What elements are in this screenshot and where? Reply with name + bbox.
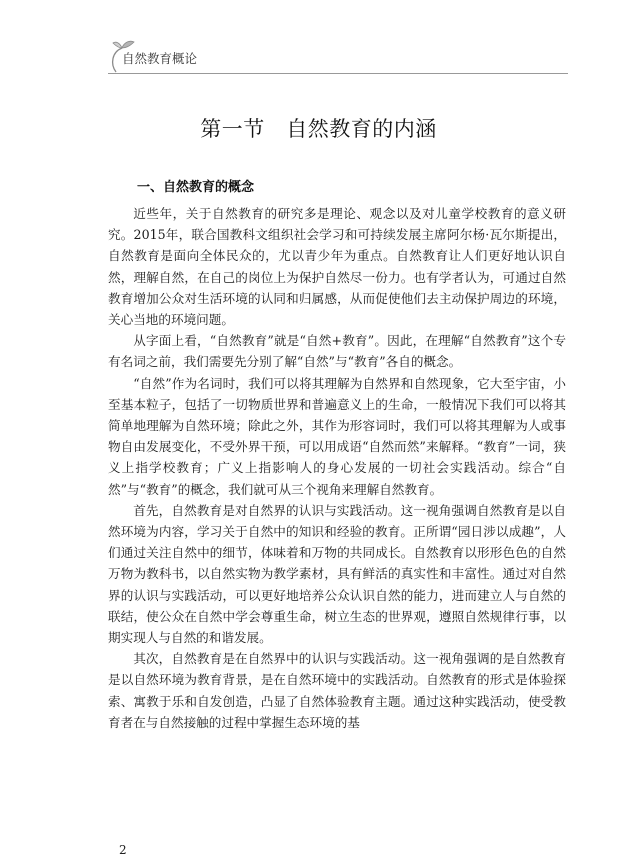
section-title: 第一节 自然教育的内涵 bbox=[200, 117, 437, 141]
paragraph-3: “自然”作为名词时，我们可以将其理解为自然界和自然现象，它大至宇宙，小至基本粒子，包括了一切物质世界和普遍意义上的生命，一般情况下我们可以将其简单地理解为自然环境；除此之外，其作为形容词时，我们可以将其理解为人或事物自由发展变化，不受外界干预，可以用成语“自然而然”来解释。“教育”一词，狭义上指学校教育；广义上指影响人的身心发展的一切社会实践活动。综合“自然”与“教育”的概念，我们就可从三个视角来理解自然教育。 bbox=[108, 375, 566, 497]
paragraph-1: 近些年，关于自然教育的研究多是理论、观念以及对儿童学校教育的意义研究。2015年，联合国教科文组织社会学习和可持续发展主席阿尔杨·瓦尔斯提出，自然教育是面向全体民众的，尤以青少年为重点。自然教育让人们更好地认识自然，理解自然，在自己的岗位上为保护自然尽一份力。也有学者认为，可通过自然教育增加公众对生活环境的认同和归属感，从而促使他们去主动保护周边的环境，关心当地的环境问题。 bbox=[108, 206, 566, 328]
paragraph-4: 首先，自然教育是对自然界的认识与实践活动。这一视角强调自然教育是以自然环境为内容，学习关于自然中的知识和经验的教育。正所谓“园日涉以成趣”，人们通过关注自然中的细节，体味着和万物的共同成长。自然教育以形形色色的自然万物为教科书，以自然实物为教学素材，具有鲜活的真实性和丰富性。通过对自然界的认识与实践活动，可以更好地培养公众认识自然的能力，进而建立人与自然的联结，使公众在自然中学会尊重生命，树立生态的世界观，遵照自然规律行事，以期实现人与自然的和谐发展。 bbox=[108, 502, 566, 646]
header-rule bbox=[108, 73, 568, 74]
subsection-title: 一、自然教育的概念 bbox=[137, 180, 255, 195]
body-text bbox=[108, 203, 566, 733]
page-number: 2 bbox=[119, 843, 127, 857]
paragraph-5: 其次，自然教育是在自然界中的认识与实践活动。这一视角强调的是自然教育是以自然环境为教育背景，是在自然环境中的实践活动。自然教育的形式是体验探索、寓教于乐和自发创造，凸显了自然体验教育主题。通过这种实践活动，使受教育者在与自然接触的过程中掌握生态环境的基 bbox=[108, 651, 566, 730]
running-header-title: 自然教育概论 bbox=[122, 51, 198, 66]
paragraph-2: 从字面上看，“自然教育”就是“自然+教育”。因此，在理解“自然教育”这个专有名词之前，我们需要先分别了解“自然”与“教育”各自的概念。 bbox=[108, 333, 566, 370]
running-header bbox=[108, 38, 568, 74]
